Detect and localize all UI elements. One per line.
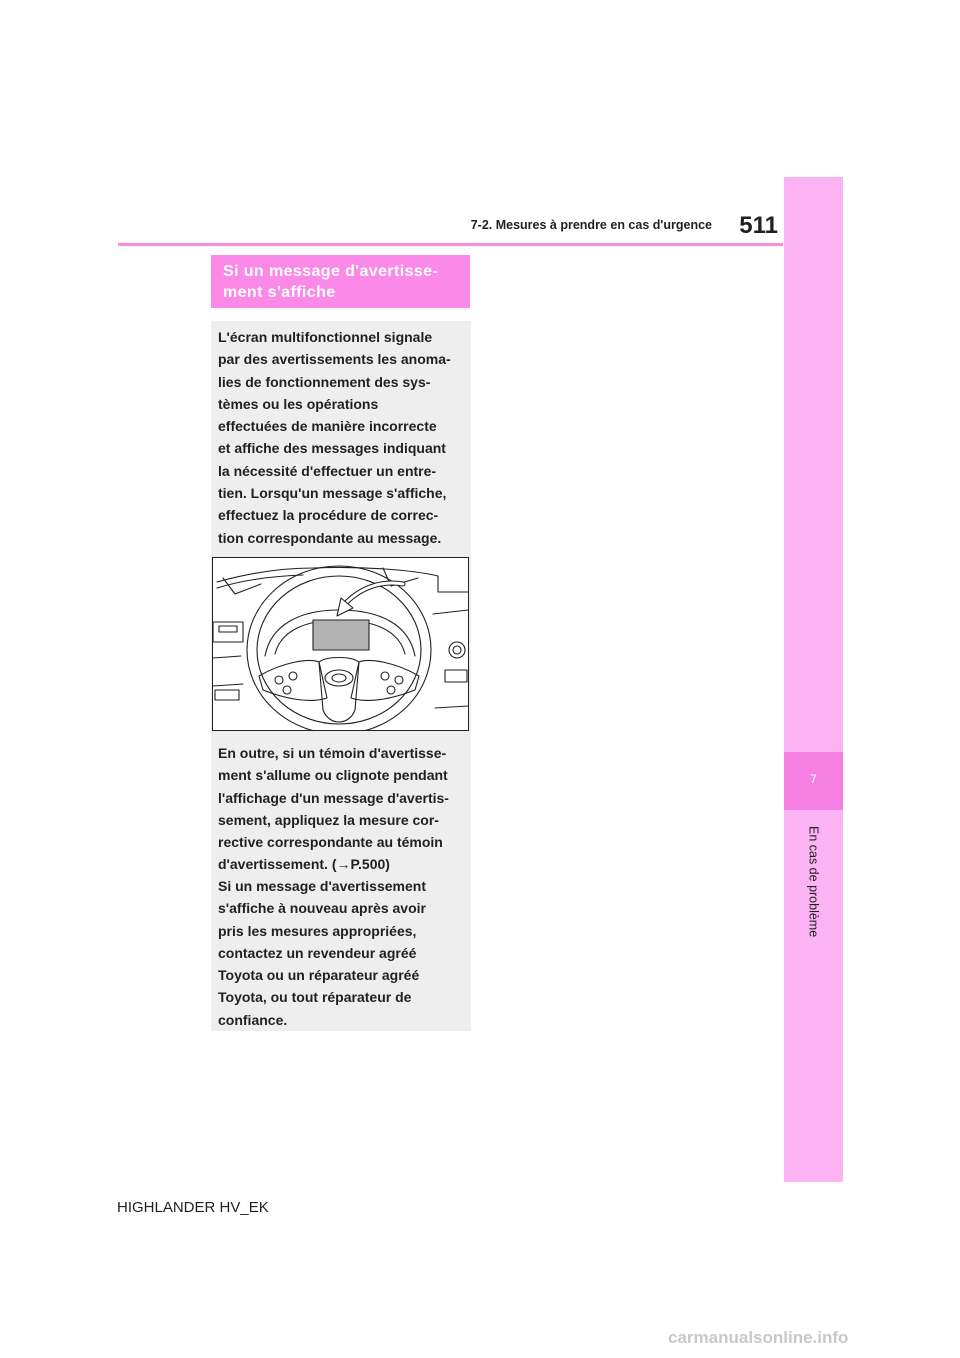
heading-line: Si un message d'avertisse- <box>223 263 439 280</box>
footer-model-code: HIGHLANDER HV_EK <box>117 1199 269 1216</box>
steering-switch-left-2 <box>289 672 297 680</box>
text-line: tèmes ou les opérations <box>218 395 379 412</box>
header-rule <box>118 243 783 246</box>
power-switch <box>449 642 465 658</box>
text-line: lies de fonctionnement des sys- <box>218 373 431 390</box>
paragraph-contact-dealer <box>218 875 468 1031</box>
text-line: s'affiche à nouveau après avoir <box>218 900 426 917</box>
heading-line: ment s'affiche <box>223 284 336 301</box>
left-lower-switch <box>215 690 239 700</box>
power-switch-inner <box>453 646 461 654</box>
steering-switch-right-3 <box>387 686 395 694</box>
text-line: sement, appliquez la mesure cor- <box>218 811 439 828</box>
section-title: 7-2. Mesures à prendre en cas d'urgence <box>470 218 712 232</box>
steering-switch-right-2 <box>381 672 389 680</box>
steering-switch-left-1 <box>275 676 283 684</box>
multi-information-display <box>313 620 369 650</box>
brand-emblem-inner <box>332 674 346 682</box>
text-line: effectuez la procédure de correc- <box>218 507 439 524</box>
steering-switch-right-1 <box>395 676 403 684</box>
chapter-side-tab <box>784 177 843 1182</box>
chapter-name <box>784 812 843 952</box>
text-line: l'affichage d'un message d'avertis- <box>218 789 449 806</box>
chapter-name-label: En cas de problème <box>806 826 821 938</box>
air-vent-left <box>223 578 261 594</box>
text-line: pris les mesures appropriées, <box>218 922 417 939</box>
text-line: confiance. <box>218 1011 288 1028</box>
left-panel-lines <box>213 656 243 686</box>
text-line: tien. Lorsqu'un message s'affiche, <box>218 485 447 502</box>
chapter-number: 7 <box>810 772 817 786</box>
text-line: effectuées de manière incorrecte <box>218 418 437 435</box>
text-line: L'écran multifonctionnel signale <box>218 329 433 345</box>
text-line: contactez un revendeur agréé <box>218 944 417 961</box>
text-line: Si un message d'avertissement <box>218 878 426 894</box>
brand-emblem <box>325 670 353 686</box>
text-line: et affiche des messages indiquant <box>218 440 446 457</box>
text-line: Toyota, ou tout réparateur de <box>218 989 412 1006</box>
right-switch-panel <box>445 670 467 682</box>
dashboard-right-edge <box>438 576 468 592</box>
paragraph-warning-light <box>218 742 468 876</box>
text-line: rective correspondante au témoin <box>218 834 443 851</box>
text-line: En outre, si un témoin d'avertisse- <box>218 745 447 761</box>
dashboard-contour <box>217 575 303 588</box>
dashboard-illustration <box>212 557 469 731</box>
section-heading <box>211 255 470 308</box>
text-line: tion correspondante au message. <box>218 529 442 546</box>
page-number: 511 <box>739 212 778 239</box>
steering-switch-left-3 <box>283 686 291 694</box>
text-line: ment s'allume ou clignote pendant <box>218 767 448 784</box>
text-line: d'avertissement. (→P.500) <box>218 856 390 873</box>
left-switch <box>219 626 237 632</box>
text-line: par des avertissements les anoma- <box>218 351 451 368</box>
text-line: Toyota ou un réparateur agréé <box>218 967 420 984</box>
watermark: carmanualsonline.info <box>668 1328 849 1347</box>
right-panel-lines <box>433 610 468 708</box>
paragraph-intro <box>218 326 468 549</box>
text-line: la nécessité d'effectuer un entre- <box>218 462 437 479</box>
